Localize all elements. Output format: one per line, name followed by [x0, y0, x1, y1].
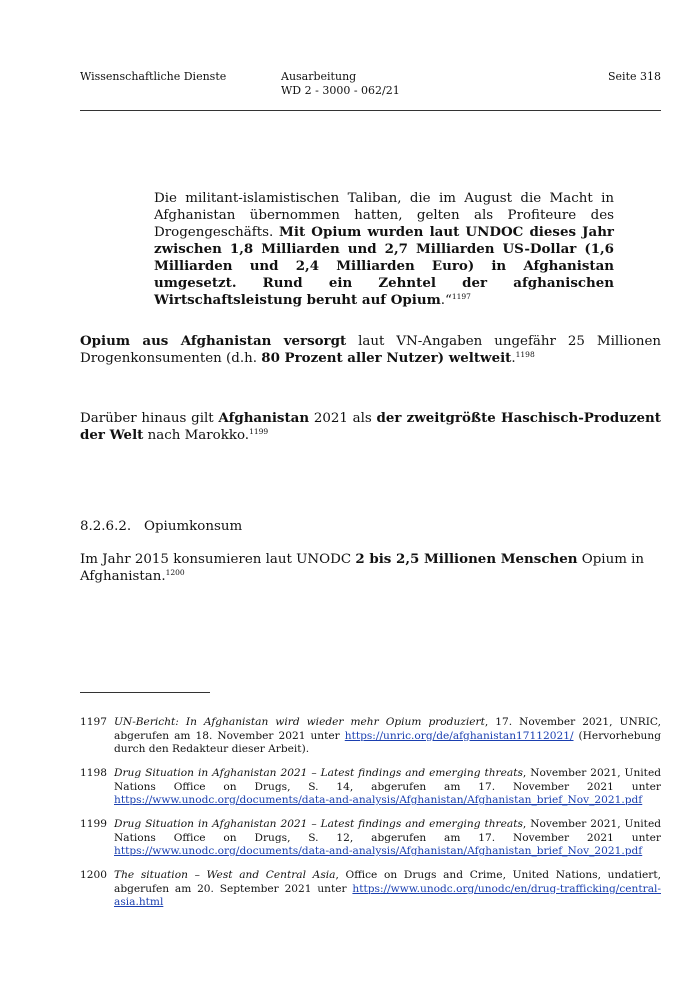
quote-text-2: .“ — [440, 293, 452, 308]
quote-bold-1: Mit Opium wurden laut UNDOC dieses Jahr zwischen 1,8 Milliarden und 2,7 Milliarden US-Dollar (1,6 Milliarden und 2,4 Milliarden Euro) in Afghanistan umgesetzt. Rund ein Zehntel der afghanischen Wirtschaftsleistung beruht auf Opium — [154, 224, 614, 308]
paragraph-opium-consumption — [80, 551, 661, 585]
footnote-1197 — [80, 716, 661, 757]
footnote-divider — [80, 692, 210, 693]
p2-text-2: 2021 als — [309, 411, 377, 426]
section-title: Opiumkonsum — [144, 519, 243, 534]
footnote-link[interactable]: https://unric.org/de/afghanistan17112021/ — [344, 729, 574, 742]
p2-text-1: Darüber hinaus gilt — [80, 411, 219, 426]
footnote-source: , Office on Drugs and Crime, United Nations, undatiert, abgerufen am 20. September 2021 unter — [114, 869, 661, 895]
p3-text-2: Opium in Afghanistan. — [80, 552, 645, 584]
footnote-title: Drug Situation in Afghanistan 2021 – Latest findings and emerging threats — [114, 818, 523, 830]
header-doc-number: WD 2 - 3000 - 062/21 — [281, 84, 400, 97]
footnote-text — [114, 767, 661, 808]
footnote-title: Drug Situation in Afghanistan 2021 – Latest findings and emerging threats — [114, 767, 523, 779]
footnote-text — [114, 869, 661, 910]
p3-bold-1: 2 bis 2,5 Millionen Menschen — [355, 551, 578, 567]
footnote-note: (Hervorhebung durch den Redakteur dieser Arbeit). — [114, 729, 661, 755]
p1-text-2: . — [511, 351, 516, 366]
footnote-number: 1200 — [80, 869, 107, 881]
footnote-text — [114, 716, 661, 757]
p1-bold-2: 80 Prozent aller Nutzer) weltweit — [261, 350, 512, 366]
footnote-number: 1199 — [80, 818, 107, 830]
footnote-ref-1197[interactable]: 1197 — [451, 292, 471, 301]
p2-bold-2: der zweitgrößte Haschisch-Produzent der Welt — [80, 410, 661, 443]
p1-text-1: laut VN-Angaben ungefähr 25 Millionen Drogenkonsumenten (d.h. — [80, 334, 661, 366]
footnote-ref-1200[interactable]: 1200 — [165, 568, 185, 577]
footnote-title: The situation – West and Central Asia — [114, 869, 336, 881]
footnote-source: , November 2021, United Nations Office on Drugs, S. 14, abgerufen am 17. November 2021 unter — [114, 767, 661, 793]
block-quote — [154, 190, 614, 309]
footnote-link[interactable]: https://www.unodc.org/unodc/en/drug-trafficking/central-asia.html — [114, 882, 661, 908]
header-page-number: Seite 318 — [608, 70, 661, 83]
header-doc-type: Ausarbeitung — [281, 70, 357, 83]
header-divider — [80, 110, 661, 111]
footnote-source: , 17. November 2021, UNRIC, abgerufen am 18. November 2021 unter — [114, 716, 661, 742]
p2-bold-1: Afghanistan — [218, 410, 310, 426]
footnote-1199 — [80, 818, 661, 859]
footnote-link[interactable]: https://www.unodc.org/documents/data-and-analysis/Afghanistan/Afghanistan_brief_Nov_2021.pdf — [114, 794, 643, 806]
paragraph-opium-supply — [80, 333, 661, 367]
section-heading — [80, 518, 242, 535]
footnote-link[interactable]: https://www.unodc.org/documents/data-and-analysis/Afghanistan/Afghanistan_brief_Nov_2021.pdf — [114, 845, 643, 857]
footnote-ref-1199[interactable]: 1199 — [249, 427, 269, 436]
footnote-1200 — [80, 869, 661, 910]
header-organization: Wissenschaftliche Dienste — [80, 70, 227, 83]
footnote-text — [114, 818, 661, 859]
header-document-info — [281, 70, 400, 98]
paragraph-hashish — [80, 410, 661, 444]
footnote-number: 1198 — [80, 767, 107, 779]
quote-text-1: Die militant-islamistischen Taliban, die im August die Macht in Afghanistan übernommen hatten, gelten als Profiteure des Drogengeschäfts. — [154, 191, 614, 240]
section-number: 8.2.6.2. — [80, 519, 132, 534]
footnote-1198 — [80, 767, 661, 808]
footnote-title: UN-Bericht: In Afghanistan wird wieder mehr Opium produziert — [114, 716, 485, 728]
p1-bold-1: Opium aus Afghanistan versorgt — [80, 333, 347, 349]
p2-text-3: nach Marokko. — [143, 428, 250, 443]
page-header — [80, 70, 661, 110]
footnote-ref-1198[interactable]: 1198 — [515, 350, 535, 359]
footnote-number: 1197 — [80, 716, 107, 728]
footnote-source: , November 2021, United Nations Office on Drugs, S. 12, abgerufen am 17. November 2021 unter — [114, 818, 661, 844]
p3-text-1: Im Jahr 2015 konsumieren laut UNODC — [80, 552, 356, 567]
